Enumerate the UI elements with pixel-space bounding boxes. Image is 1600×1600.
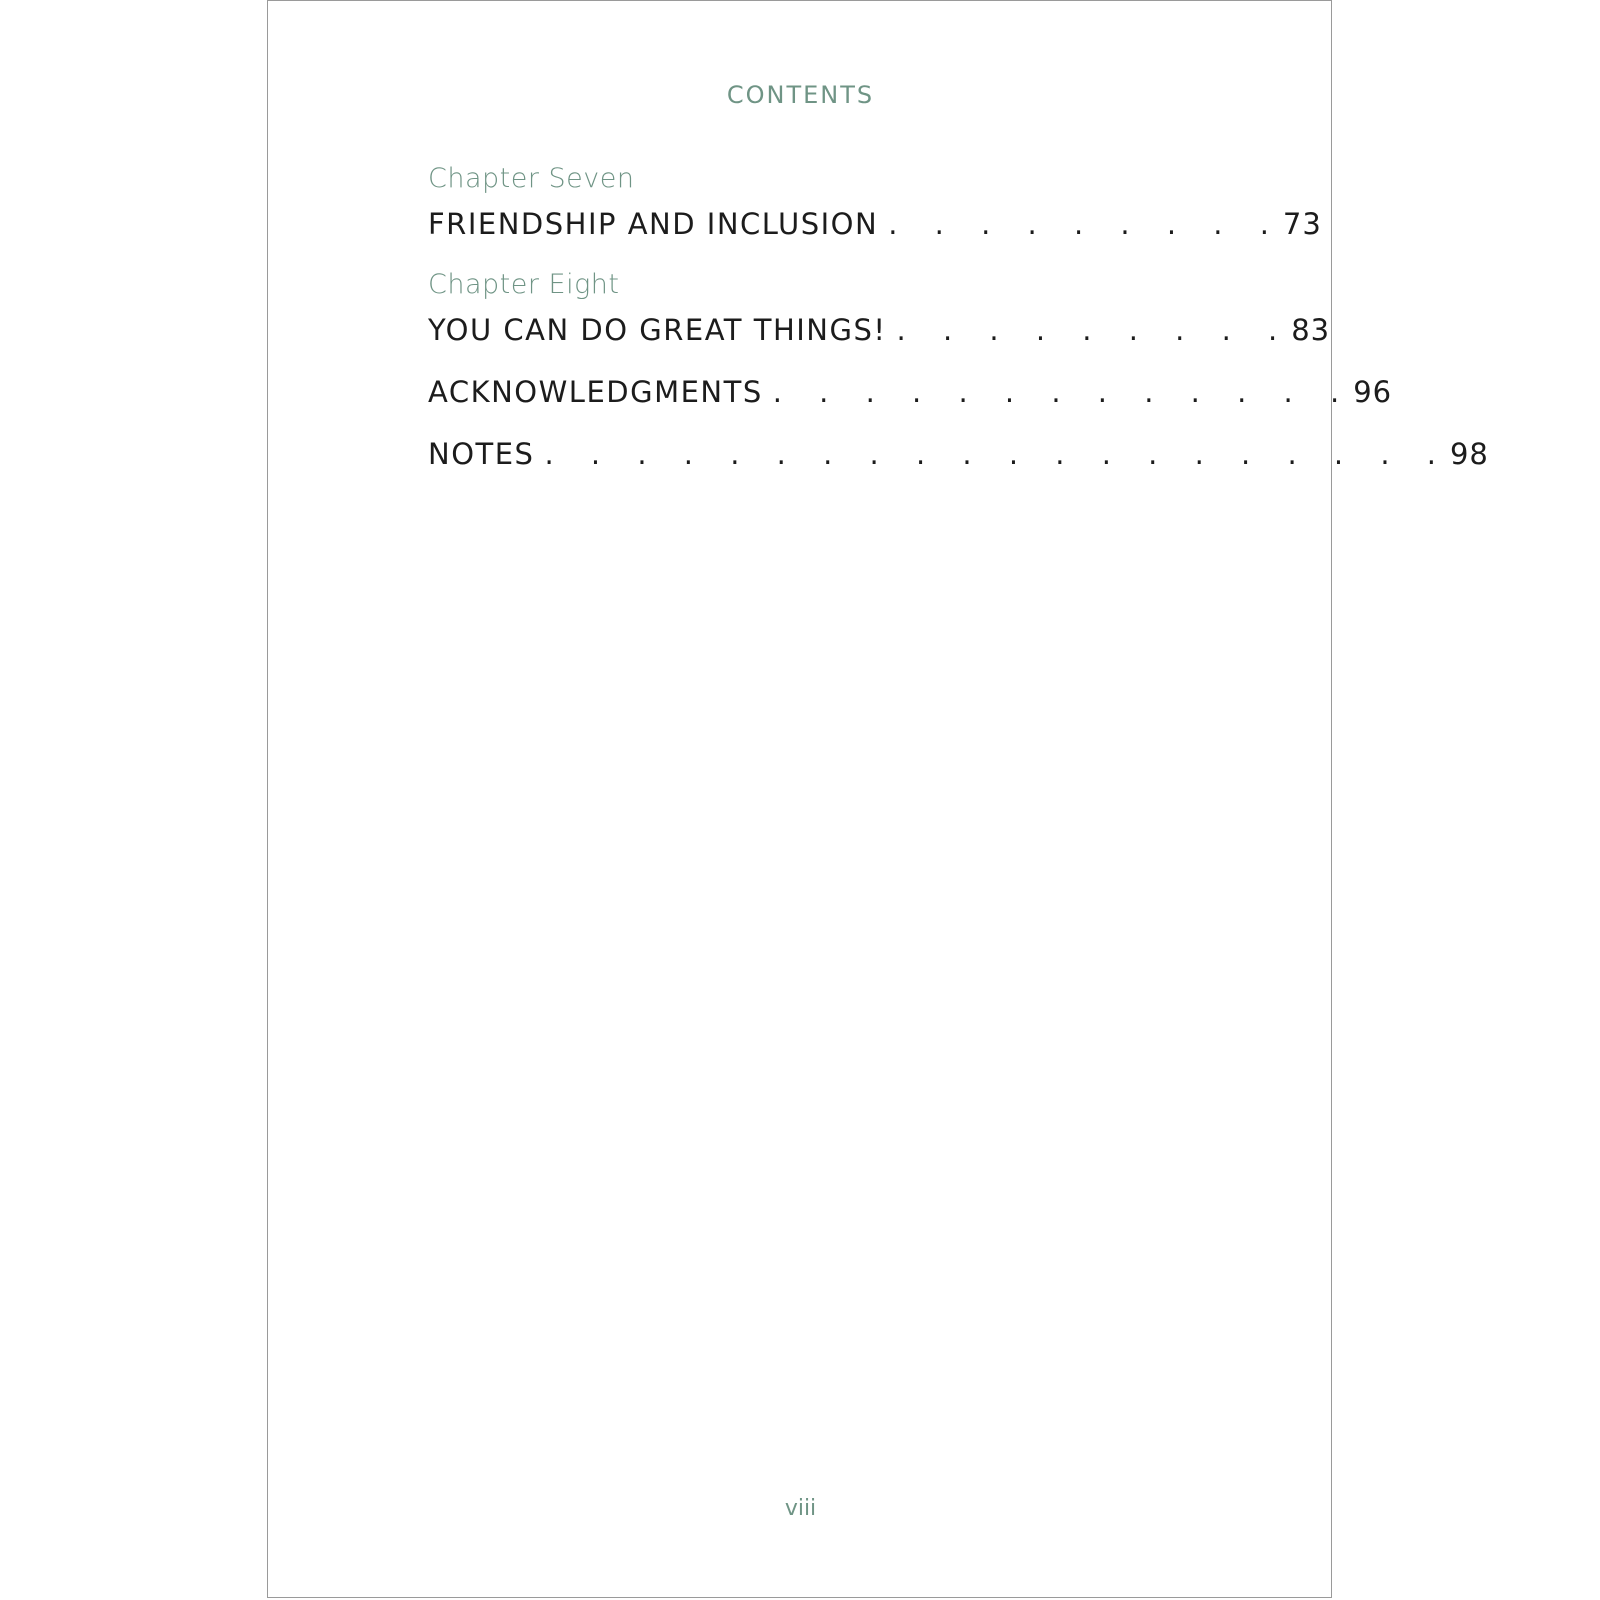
toc-page-number: 73 [1282,207,1322,241]
toc-page-number: 96 [1353,375,1393,409]
toc-leader-dots: . . . . . . . . . . . . . [772,375,1354,409]
contents-heading: CONTENTS [726,81,875,109]
toc-entry-title: YOU CAN DO GREAT THINGS! [428,313,887,347]
toc-leader-dots: . . . . . . . . . . . . . . . . . . . . [544,437,1450,471]
book-page [267,0,1489,1598]
toc-entry-title: FRIENDSHIP AND INCLUSION [428,207,879,241]
toc-entry-great-things[interactable] [428,313,1331,353]
toc-entry-acknowledgments[interactable] [428,375,1393,415]
toc-entry-title: NOTES [428,437,535,471]
toc-entry-notes[interactable] [428,437,1489,477]
chapter-label-seven: Chapter Seven [428,163,635,194]
toc-leader-dots: . . . . . . . . . [888,207,1283,241]
toc-leader-dots: . . . . . . . . . [896,313,1292,347]
toc-page-number: 83 [1291,313,1331,347]
toc-entry-title: ACKNOWLEDGMENTS [428,375,763,409]
page-number: viii [784,1496,817,1521]
toc-page-number: 98 [1449,437,1489,471]
toc-entry-friendship[interactable] [428,207,1322,247]
chapter-label-eight: Chapter Eight [428,269,620,300]
